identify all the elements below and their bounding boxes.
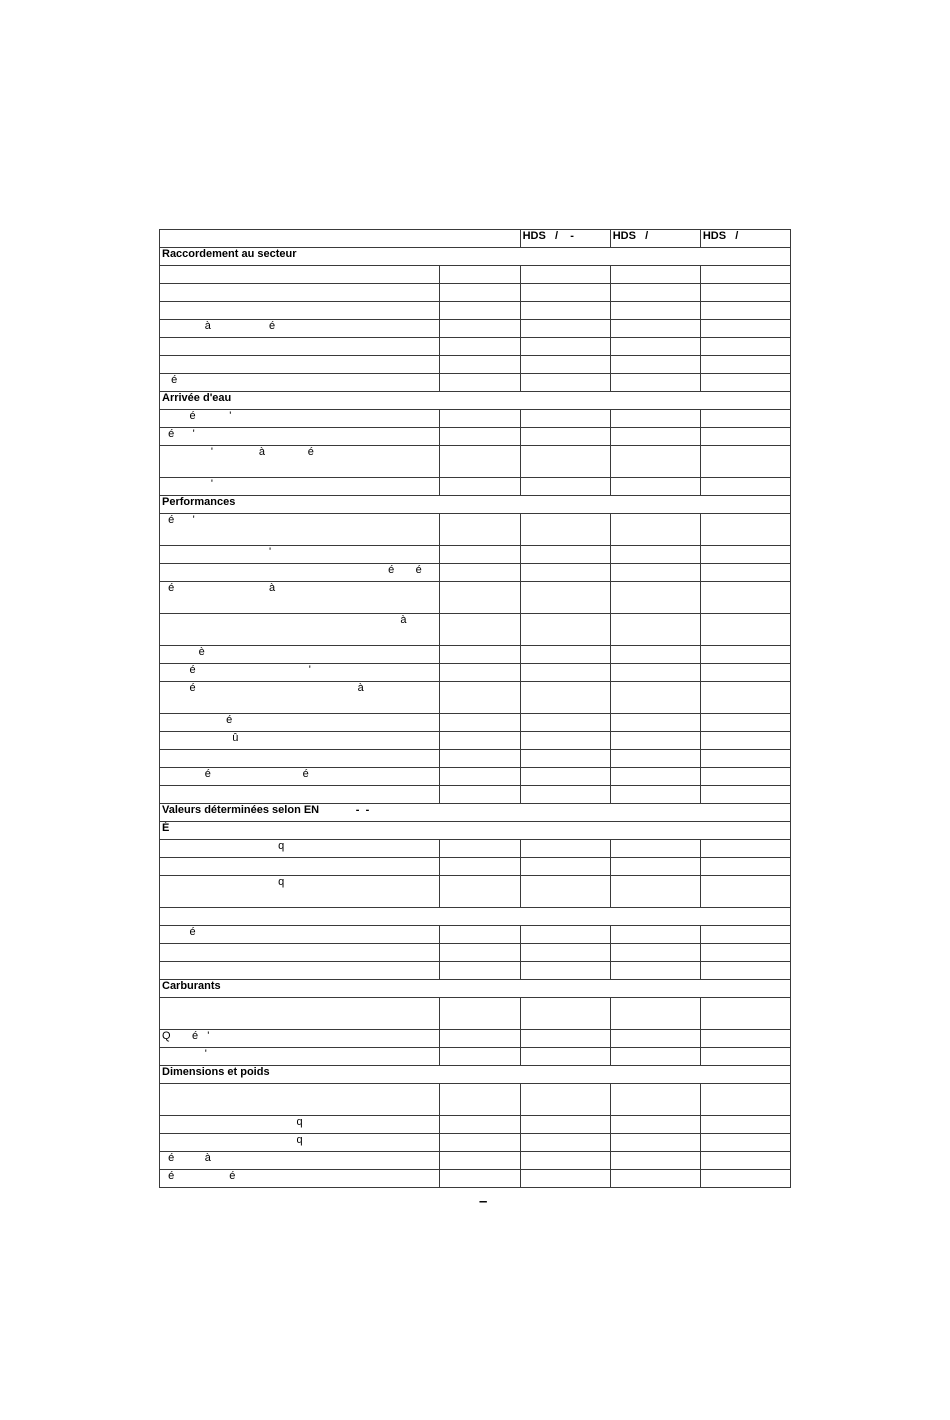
value-cell (520, 546, 610, 564)
row-label: ' (160, 1048, 440, 1066)
value-cell (610, 1152, 700, 1170)
row-label (160, 962, 440, 980)
value-cell (700, 876, 790, 908)
table-row (160, 908, 791, 926)
table-row (160, 1152, 791, 1170)
row-label: é ' (160, 514, 440, 546)
value-cell (610, 646, 700, 664)
table-row (160, 428, 791, 446)
table-row (160, 840, 791, 858)
value-cell (700, 858, 790, 876)
value-cell (440, 614, 520, 646)
value-cell (700, 614, 790, 646)
value-cell (520, 858, 610, 876)
table-row (160, 266, 791, 284)
model-header-1: HDS / - (520, 230, 610, 248)
row-label: é (160, 714, 440, 732)
row-label: é é (160, 564, 440, 582)
table-row (160, 682, 791, 714)
value-cell (700, 646, 790, 664)
row-label (160, 750, 440, 768)
value-cell (440, 410, 520, 428)
value-cell (610, 786, 700, 804)
value-cell (610, 998, 700, 1030)
section-row (160, 1066, 791, 1084)
value-cell (520, 564, 610, 582)
value-cell (520, 302, 610, 320)
value-cell (440, 1152, 520, 1170)
table-row (160, 1134, 791, 1152)
value-cell (610, 564, 700, 582)
value-cell (610, 664, 700, 682)
value-cell (440, 646, 520, 664)
value-cell (700, 714, 790, 732)
row-label (160, 302, 440, 320)
table-row (160, 646, 791, 664)
value-cell (610, 1134, 700, 1152)
value-cell (440, 302, 520, 320)
table-row (160, 962, 791, 980)
row-label: à é (160, 320, 440, 338)
table-row (160, 284, 791, 302)
section-row (160, 392, 791, 410)
value-cell (440, 546, 520, 564)
value-cell (440, 564, 520, 582)
value-cell (520, 786, 610, 804)
value-cell (610, 962, 700, 980)
value-cell (520, 1084, 610, 1116)
value-cell (440, 478, 520, 496)
value-cell (440, 682, 520, 714)
value-cell (700, 926, 790, 944)
value-cell (520, 1152, 610, 1170)
section-title: Performances (160, 496, 791, 514)
value-cell (700, 582, 790, 614)
value-cell (610, 614, 700, 646)
table-row (160, 714, 791, 732)
table-row (160, 786, 791, 804)
value-cell (520, 374, 610, 392)
value-cell (440, 266, 520, 284)
row-label: é é (160, 768, 440, 786)
row-label (160, 284, 440, 302)
value-cell (610, 944, 700, 962)
table-row (160, 1030, 791, 1048)
value-cell (520, 768, 610, 786)
value-cell (700, 664, 790, 682)
value-cell (520, 840, 610, 858)
value-cell (440, 840, 520, 858)
section-title: Dimensions et poids (160, 1066, 791, 1084)
row-label (160, 908, 791, 926)
value-cell (700, 1134, 790, 1152)
table-row (160, 732, 791, 750)
value-cell (520, 646, 610, 664)
value-cell (610, 926, 700, 944)
section-row (160, 980, 791, 998)
value-cell (700, 786, 790, 804)
value-cell (610, 428, 700, 446)
value-cell (700, 682, 790, 714)
value-cell (440, 374, 520, 392)
value-cell (440, 582, 520, 614)
value-cell (700, 446, 790, 478)
value-cell (610, 858, 700, 876)
value-cell (520, 1048, 610, 1066)
table-row (160, 356, 791, 374)
table-row (160, 1116, 791, 1134)
table-row (160, 944, 791, 962)
table-row (160, 320, 791, 338)
table-row (160, 1048, 791, 1066)
table-row (160, 876, 791, 908)
table-row (160, 338, 791, 356)
value-cell (520, 750, 610, 768)
row-label: é é (160, 1170, 440, 1188)
value-cell (440, 338, 520, 356)
value-cell (610, 768, 700, 786)
model-header-3: HDS / (700, 230, 790, 248)
value-cell (520, 732, 610, 750)
value-cell (440, 356, 520, 374)
row-label: é à (160, 682, 440, 714)
value-cell (520, 320, 610, 338)
value-cell (700, 998, 790, 1030)
row-label (160, 338, 440, 356)
value-cell (610, 446, 700, 478)
row-label: q (160, 840, 440, 858)
value-cell (440, 926, 520, 944)
value-cell (440, 768, 520, 786)
value-cell (610, 374, 700, 392)
value-cell (610, 750, 700, 768)
section-title: Arrivée d'eau (160, 392, 791, 410)
value-cell (520, 514, 610, 546)
value-cell (440, 1048, 520, 1066)
value-cell (700, 374, 790, 392)
row-label: q (160, 876, 440, 908)
row-label (160, 786, 440, 804)
row-label: é (160, 926, 440, 944)
value-cell (520, 446, 610, 478)
table-row (160, 546, 791, 564)
section-row (160, 496, 791, 514)
row-label: é (160, 374, 440, 392)
value-cell (440, 1030, 520, 1048)
value-cell (440, 858, 520, 876)
value-cell (610, 514, 700, 546)
value-cell (610, 1170, 700, 1188)
value-cell (700, 944, 790, 962)
value-cell (440, 732, 520, 750)
row-label: q (160, 1116, 440, 1134)
table-row (160, 582, 791, 614)
row-label: ' à é (160, 446, 440, 478)
value-cell (700, 514, 790, 546)
value-cell (440, 446, 520, 478)
value-cell (700, 546, 790, 564)
row-label: ' (160, 546, 440, 564)
table-row (160, 664, 791, 682)
model-header-2: HDS / (610, 230, 700, 248)
table-row (160, 998, 791, 1030)
value-cell (700, 1048, 790, 1066)
value-cell (520, 614, 610, 646)
table-row (160, 514, 791, 546)
row-label: é à (160, 1152, 440, 1170)
value-cell (700, 750, 790, 768)
section-row (160, 804, 791, 822)
section-title: É (160, 822, 791, 840)
value-cell (610, 876, 700, 908)
value-cell (520, 1134, 610, 1152)
value-cell (440, 786, 520, 804)
value-cell (520, 582, 610, 614)
row-label (160, 266, 440, 284)
value-cell (520, 944, 610, 962)
value-cell (440, 750, 520, 768)
value-cell (520, 664, 610, 682)
table-row (160, 1084, 791, 1116)
value-cell (440, 664, 520, 682)
section-row (160, 822, 791, 840)
value-cell (520, 1030, 610, 1048)
table-header-row (160, 230, 791, 248)
value-cell (520, 338, 610, 356)
row-label: è (160, 646, 440, 664)
value-cell (610, 1084, 700, 1116)
value-cell (700, 266, 790, 284)
table-row (160, 302, 791, 320)
value-cell (700, 962, 790, 980)
value-cell (610, 1048, 700, 1066)
value-cell (700, 1030, 790, 1048)
value-cell (520, 714, 610, 732)
value-cell (440, 998, 520, 1030)
value-cell (520, 356, 610, 374)
value-cell (700, 768, 790, 786)
row-label: é ' (160, 664, 440, 682)
value-cell (520, 682, 610, 714)
value-cell (520, 410, 610, 428)
value-cell (610, 478, 700, 496)
value-cell (440, 944, 520, 962)
value-cell (440, 1084, 520, 1116)
value-cell (610, 840, 700, 858)
table-row (160, 410, 791, 428)
value-cell (700, 840, 790, 858)
value-cell (610, 1116, 700, 1134)
value-cell (610, 682, 700, 714)
value-cell (520, 1170, 610, 1188)
value-cell (700, 320, 790, 338)
value-cell (440, 428, 520, 446)
value-cell (700, 338, 790, 356)
section-title: Raccordement au secteur (160, 248, 791, 266)
value-cell (440, 284, 520, 302)
row-label: é à (160, 582, 440, 614)
value-cell (520, 1116, 610, 1134)
value-cell (520, 926, 610, 944)
value-cell (440, 1170, 520, 1188)
value-cell (700, 428, 790, 446)
technical-data-table (159, 229, 791, 1188)
row-label: é ' (160, 410, 440, 428)
value-cell (610, 338, 700, 356)
value-cell (440, 962, 520, 980)
value-cell (440, 714, 520, 732)
table-row (160, 374, 791, 392)
value-cell (440, 1134, 520, 1152)
table-row (160, 564, 791, 582)
value-cell (520, 428, 610, 446)
table-row (160, 926, 791, 944)
value-cell (520, 478, 610, 496)
value-cell (520, 998, 610, 1030)
row-label: à (160, 614, 440, 646)
table-row (160, 614, 791, 646)
value-cell (700, 732, 790, 750)
table-row (160, 858, 791, 876)
value-cell (610, 546, 700, 564)
section-title: Valeurs déterminées selon EN - - (160, 804, 791, 822)
value-cell (520, 284, 610, 302)
value-cell (610, 302, 700, 320)
row-label: û (160, 732, 440, 750)
value-cell (700, 302, 790, 320)
value-cell (610, 732, 700, 750)
value-cell (610, 1030, 700, 1048)
value-cell (440, 320, 520, 338)
value-cell (700, 478, 790, 496)
table-row (160, 1170, 791, 1188)
value-cell (520, 962, 610, 980)
value-cell (610, 582, 700, 614)
page-footer-dash: – (479, 1193, 488, 1210)
section-title: Carburants (160, 980, 791, 998)
table-row (160, 446, 791, 478)
value-cell (700, 410, 790, 428)
row-label (160, 944, 440, 962)
row-label (160, 356, 440, 374)
value-cell (440, 514, 520, 546)
row-label: q (160, 1134, 440, 1152)
value-cell (440, 876, 520, 908)
value-cell (700, 564, 790, 582)
value-cell (610, 320, 700, 338)
value-cell (700, 284, 790, 302)
table-row (160, 768, 791, 786)
row-label: Q é ' (160, 1030, 440, 1048)
value-cell (700, 1152, 790, 1170)
value-cell (610, 410, 700, 428)
value-cell (700, 356, 790, 374)
section-row (160, 248, 791, 266)
row-label: é ' (160, 428, 440, 446)
value-cell (610, 266, 700, 284)
value-cell (520, 876, 610, 908)
value-cell (610, 284, 700, 302)
row-label (160, 1084, 440, 1116)
value-cell (700, 1084, 790, 1116)
value-cell (610, 356, 700, 374)
value-cell (520, 266, 610, 284)
value-cell (700, 1116, 790, 1134)
value-cell (610, 714, 700, 732)
row-label (160, 998, 440, 1030)
row-label (160, 858, 440, 876)
row-label: ' (160, 478, 440, 496)
value-cell (440, 1116, 520, 1134)
table-row (160, 750, 791, 768)
value-cell (700, 1170, 790, 1188)
table-row (160, 478, 791, 496)
header-blank-cell (160, 230, 521, 248)
